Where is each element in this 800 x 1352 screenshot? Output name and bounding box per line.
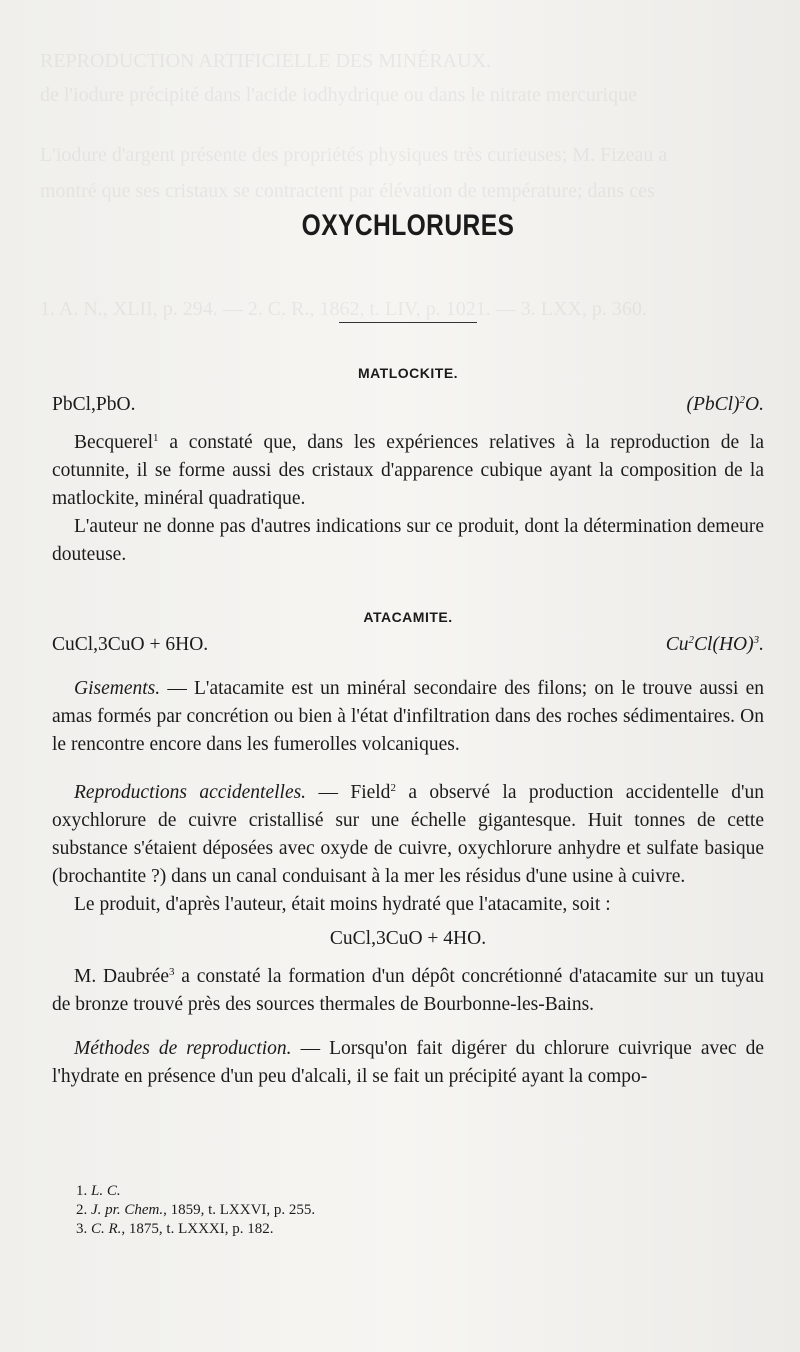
footnote-ref: 2 xyxy=(390,782,396,794)
show-through-text: montré que ses cristaux se contractent par élévation de température; dans ces xyxy=(40,180,655,202)
page-content xyxy=(52,206,764,1091)
footnote-2: 2. J. pr. Chem., 1859, t. LXXVI, p. 255. xyxy=(76,1202,316,1218)
chapter-title: OXYCHLORURES xyxy=(301,209,515,242)
footnotes xyxy=(76,1182,676,1239)
paragraph-determination: L'auteur ne donne pas d'autres indications sur ce produit, dont la détermination demeure douteuse. xyxy=(52,516,764,565)
run-in-heading: Méthodes de reproduction. xyxy=(74,1038,292,1059)
run-in-heading: Reproductions accidentelles. xyxy=(74,782,307,803)
formula-dualistic: PbCl,PbO. xyxy=(52,394,136,415)
paragraph-daubree: M. Daubrée$^3$ a constaté la formation d'un dépôt concrétionné d'atacamite sur un tuyau de bronze trouvé près des sources thermales de Bourbonne-les-Bains. xyxy=(52,966,764,1015)
paragraph-becquerel: Becquerel$^1$ a constaté que, dans les expériences relatives à la reproduction de la cotunnite, il se forme aussi des cristaux d'apparence cubique ayant la composition de la matlockite, minéral quadratique. xyxy=(52,432,764,509)
footnote-1: 1. L. C. xyxy=(76,1183,121,1199)
formula-dualistic: CuCl,3CuO + 6HO. xyxy=(52,634,209,655)
formula-atomic: Cu$^2$Cl(HO)$^3$. xyxy=(665,634,764,655)
paragraph-reproductions: Reproductions accidentelles. — Field$^2$ a observé la production accidentelle d'un oxychlorure de cuivre cristallisé sur une échelle gigantesque. Huit tonnes de cette substance s'étaient déposées avec oxyde de cuivre, oxychlorure anhydre et sulfate basique (brochantite ?) dans un canal conduisant à la mer les résidus d'une usine à cuivre. xyxy=(52,782,764,887)
footnote-ref: 1 xyxy=(153,432,159,444)
formula-atomic: (PbCl)$^2$O. xyxy=(686,394,764,415)
show-through-text: de l'iodure précipité dans l'acide iodhydrique ou dans le nitrate mercurique xyxy=(40,84,637,106)
formula-line-atacamite xyxy=(52,631,764,659)
run-in-heading: Gisements. xyxy=(74,678,161,699)
paragraph-methodes: Méthodes de reproduction. — Lorsqu'on fait digérer du chlorure cuivrique avec de l'hydrate en présence d'un peu d'alcali, il se fait un précipité ayant la compo- xyxy=(52,1038,764,1087)
show-through-text: L'iodure d'argent présente des propriétés physiques très curieuses; M. Fizeau a xyxy=(40,144,668,166)
paragraph-gisements: Gisements. — L'atacamite est un minéral secondaire des filons; on le trouve aussi en amas formés par concrétion ou bien à l'état d'infiltration dans des roches sédimentaires. On le rencontre encore dans les fumerolles volcaniques. xyxy=(52,678,764,755)
paragraph-produit: Le produit, d'après l'auteur, était moins hydraté que l'atacamite, soit : xyxy=(74,894,611,915)
formula-line-matlockite xyxy=(52,391,764,419)
footnote-ref: 3 xyxy=(169,966,175,978)
show-through-text: REPRODUCTION ARTIFICIELLE DES MINÉRAUX. xyxy=(40,50,492,72)
formula-centered: CuCl,3CuO + 4HO. xyxy=(329,928,487,949)
section-title-matlockite: MATLOCKITE. xyxy=(357,365,459,381)
footnote-3: 3. C. R., 1875, t. LXXXI, p. 182. xyxy=(76,1221,274,1237)
section-title-atacamite: ATACAMITE. xyxy=(363,609,453,625)
show-through-text: 1. A. N., XLII, p. 294. — 2. C. R., 1862, t. LIV, p. 1021. — 3. LXX, p. 360. xyxy=(40,298,647,320)
